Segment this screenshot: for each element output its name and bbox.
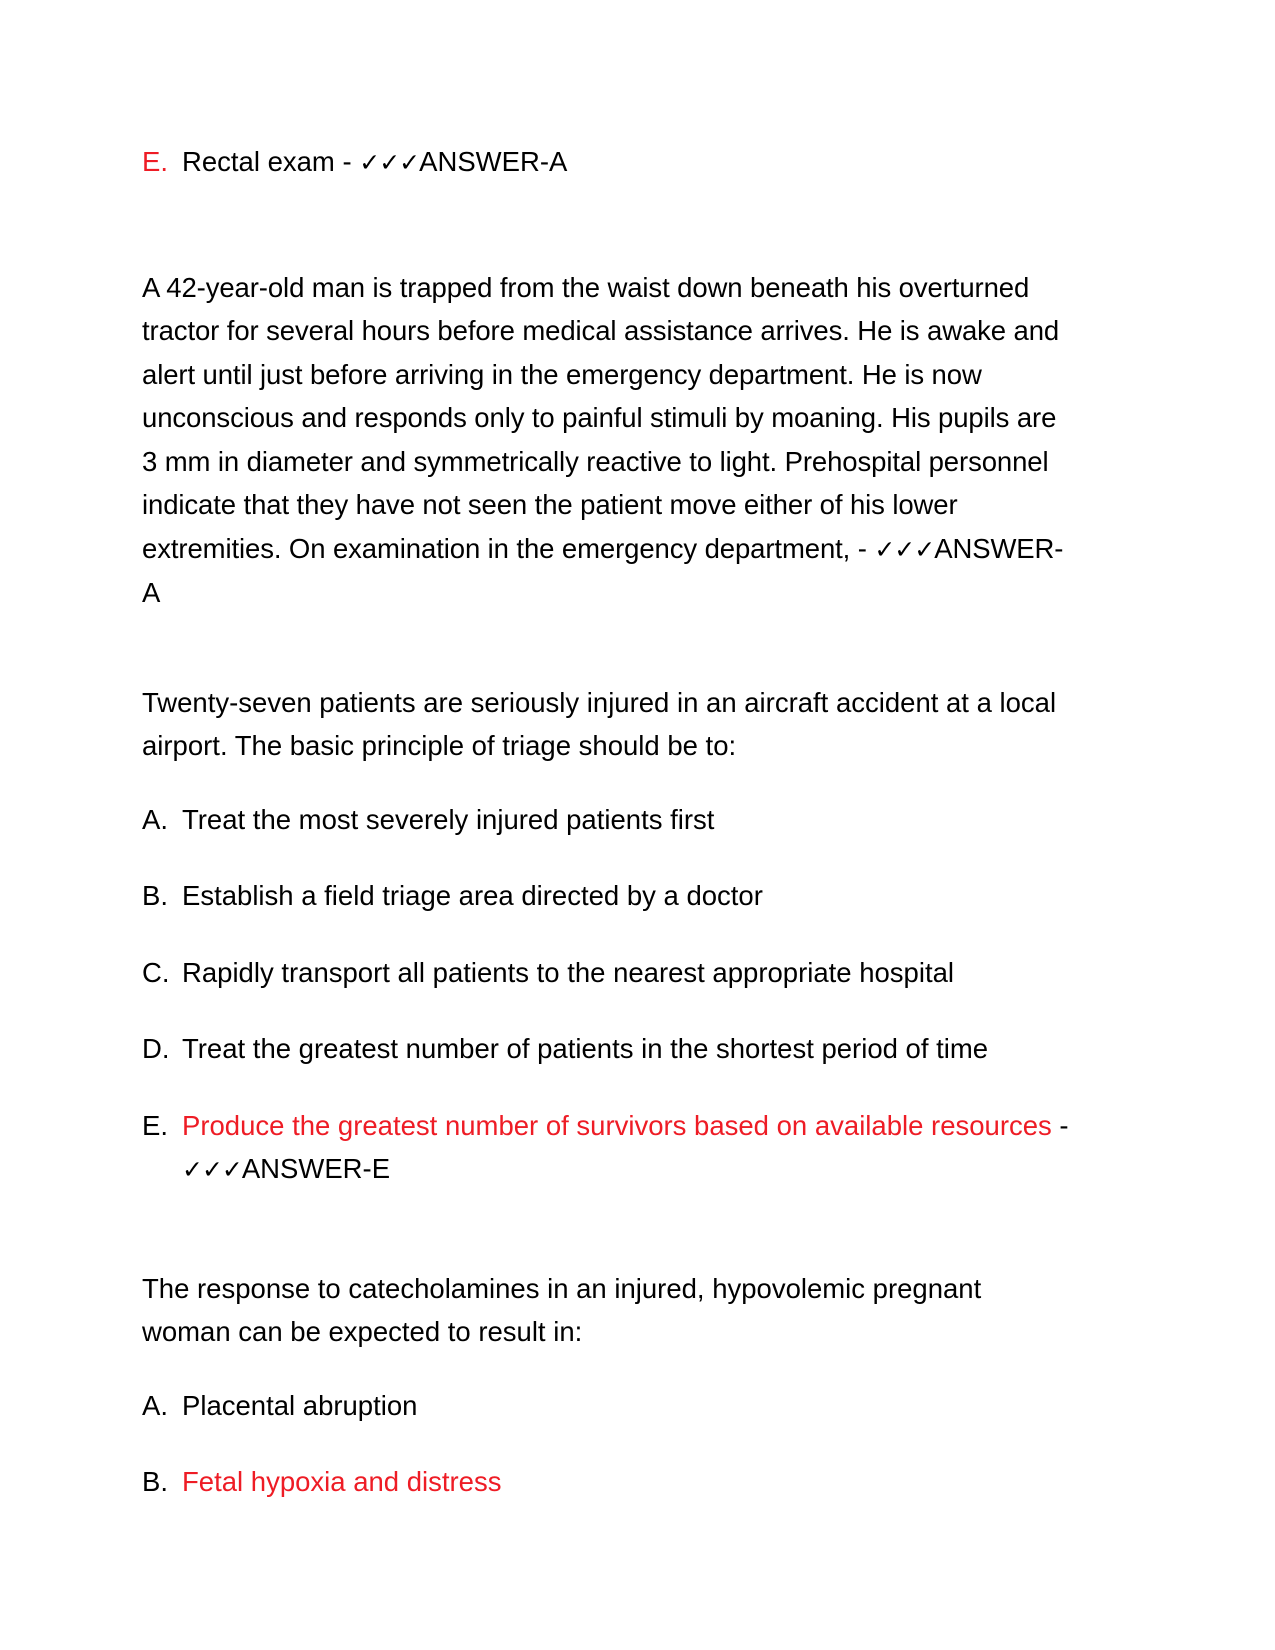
triage-option-e[interactable]: [142, 1104, 1072, 1192]
option-label: D.: [142, 1033, 170, 1064]
spacer: [142, 1009, 1072, 1027]
spacer: [142, 768, 1072, 798]
triage-option-d[interactable]: [142, 1027, 1072, 1071]
option-label: A.: [142, 1389, 168, 1421]
triage-question-stem: Twenty-seven patients are seriously injured in an aircraft accident at a local airport. The basic principle of triage should be to:: [142, 686, 1057, 761]
option-label: E.: [142, 1109, 168, 1141]
spacer: [142, 200, 1072, 266]
answer-key: ANSWER-A: [419, 146, 568, 177]
triage-option-c[interactable]: [142, 951, 1072, 995]
option-body: Produce the greatest number of survivors based on available resources: [182, 1109, 1052, 1141]
catecholamine-option-b[interactable]: [142, 1460, 1072, 1504]
spacer: [142, 1207, 1072, 1267]
checkmark-icon: ✓✓✓: [182, 1155, 242, 1184]
spacer: [142, 1354, 1072, 1384]
catecholamine-question-stem: The response to catecholamines in an injured, hypovolemic pregnant woman can be expected to result in:: [142, 1272, 982, 1347]
vignette-paragraph: [142, 266, 1072, 615]
option-text: Fetal hypoxia and distress: [182, 1466, 502, 1497]
spacer: [142, 1442, 1072, 1460]
triage-option-b[interactable]: [142, 874, 1072, 918]
option-label: B.: [142, 880, 168, 911]
option-text: [182, 1104, 1072, 1192]
option-label: E.: [142, 146, 168, 177]
carryover-option-e: [142, 140, 1072, 185]
vignette-text: A 42-year-old man is trapped from the waist down beneath his overturned tractor for several hours before medical assistance arrives. He is awake and alert until just before arriving in the emergency department. He is now unconscious and responds only to painful stimuli by moaning. His pupils are 3 mm in diameter and symmetrically reactive to light. Prehospital personnel indicate that they have not seen the patient move either of his lower extremities. On examination in the emergency department, -: [142, 271, 1060, 564]
option-text: Establish a field triage area directed by a doctor: [182, 880, 763, 911]
spacer: [142, 1086, 1072, 1104]
option-body: Rectal exam -: [182, 146, 360, 177]
option-text: [182, 140, 1072, 185]
checkmark-icon: ✓✓✓: [359, 148, 420, 177]
answer-separator: -: [1051, 1109, 1069, 1141]
spacer: [142, 933, 1072, 951]
answer-key: ANSWER-A: [142, 532, 1064, 608]
spacer: [142, 615, 1072, 681]
option-text: Treat the most severely injured patients first: [182, 803, 715, 835]
document-content: [142, 140, 1072, 1519]
option-text: Rapidly transport all patients to the nearest appropriate hospital: [182, 956, 954, 988]
option-label: B.: [142, 1466, 168, 1497]
checkmark-icon: ✓✓✓: [874, 534, 935, 564]
catecholamine-option-a[interactable]: [142, 1384, 1072, 1428]
option-text: Placental abruption: [182, 1389, 418, 1421]
triage-option-a[interactable]: [142, 798, 1072, 842]
option-text: Treat the greatest number of patients in the shortest period of time: [182, 1033, 989, 1064]
spacer: [142, 856, 1072, 874]
option-label: A.: [142, 803, 168, 835]
option-label: C.: [142, 956, 170, 988]
answer-key: ANSWER-E: [241, 1153, 391, 1184]
